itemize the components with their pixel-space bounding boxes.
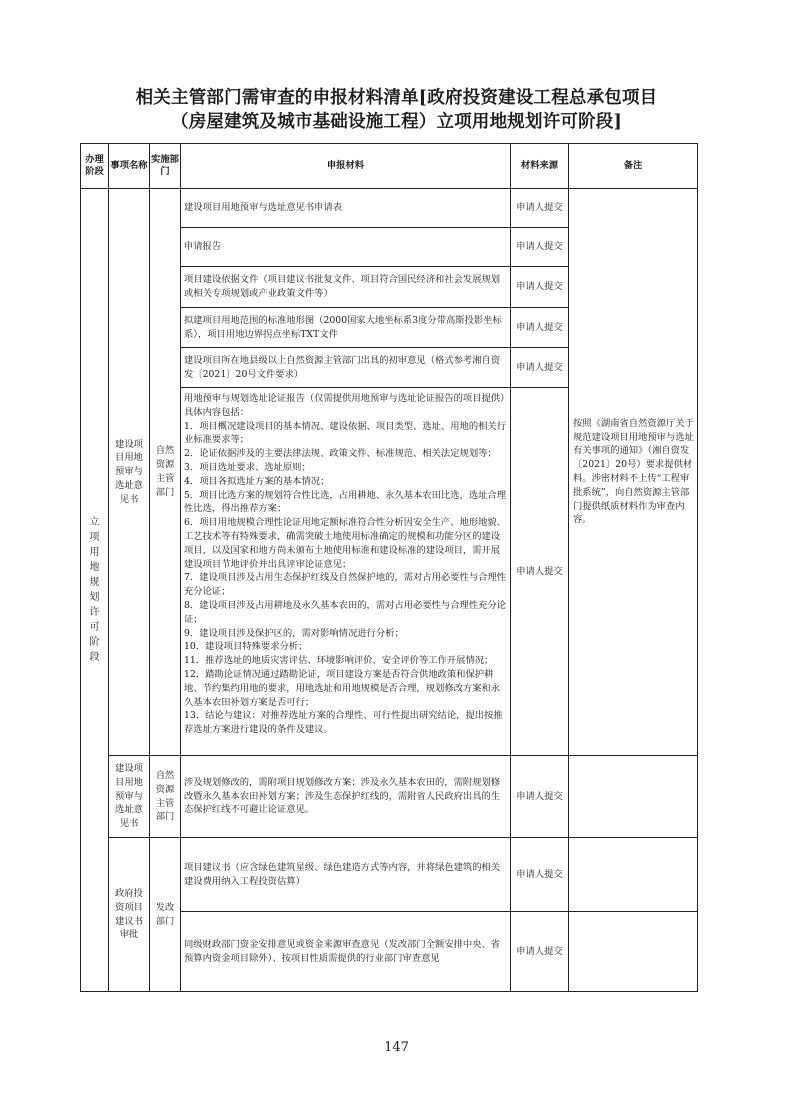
page-number: 147 <box>384 1040 409 1055</box>
material-line: 13．结论与建议：对推荐选址方案的合理性、可行性提出研究结论，提出按推荐选址方案进行建设的条件及建议。 <box>184 710 503 736</box>
material-line: 12．踏勘论证情况通过踏勘论证，项目建设方案是否符合供地政策和保护耕地、节约集约用地的要求，用地选址和用地规模是否合理，规划修改方案和永久基本农田补划方案是否可行； <box>184 668 501 708</box>
material-text: 申请报告 <box>184 241 222 253</box>
header-dept <box>150 144 181 189</box>
material-line: 2．论证依据涉及的主要法律法规、政策文件、标准规范、相关法定规划等； <box>184 448 497 460</box>
note-cell <box>569 189 698 756</box>
note-text: 按照《湖南省自然资源厅关于规范建设项目用地预审与选址有关事项的通知》（湘自资发〔2021〕20号）要求提供材料。涉密材料不上传“工程审批系统”，向自然资源主管部门提供纸质材料作为审查内容。 <box>573 417 694 526</box>
material-line: 用地预审与规划选址论证报告（仅需提供用地预审与选址论证报告的项目提供） <box>184 393 510 404</box>
source-text: 申请人提交 <box>516 361 563 373</box>
dept-label: 发改部门 <box>155 901 175 927</box>
materials-table <box>80 143 698 992</box>
item-cell <box>109 756 150 838</box>
source-text: 申请人提交 <box>516 790 563 802</box>
source-cell <box>511 912 569 992</box>
item-label: 建设项目用地预审与选址意见书 <box>115 763 143 830</box>
material-cell <box>181 912 511 992</box>
dept-label: 自然资源主管部门 <box>155 769 175 823</box>
material-line: 1．项目概况建设项目的基本情况、建设依据、项目类型、选址、用地的相关行业标准要求等； <box>184 420 507 446</box>
material-text: 建设项目所在地县级以上自然资源主管部门出具的初审意见（格式参考湘自资发〔2021〕20号文件要求） <box>184 354 501 380</box>
material-cell <box>181 267 511 308</box>
material-text: 项目建议书（应含绿色建筑星级、绿色建造方式等内容，并将绿色建筑的相关建设费用纳入工程投资估算） <box>184 861 501 887</box>
header-source <box>511 144 569 189</box>
header-stage-label: 办理阶段 <box>85 154 104 177</box>
table-row <box>81 838 698 912</box>
header-row <box>81 144 698 189</box>
page-title <box>0 86 793 134</box>
source-text: 申请人提交 <box>516 202 563 214</box>
source-text: 申请人提交 <box>516 868 563 880</box>
material-cell <box>181 756 511 838</box>
header-item-label: 事项名称 <box>110 160 148 171</box>
title-line-1: 相关主管部门需审查的申报材料清单[政府投资建设工程总承包项目 <box>135 88 658 108</box>
header-source-label: 材料来源 <box>520 160 559 171</box>
item-label: 建设项目用地预审与选址意见书 <box>115 438 143 505</box>
material-line: 具体内容包括： <box>184 406 250 418</box>
source-text: 申请人提交 <box>516 945 563 957</box>
title-line-2: （房屋建筑及城市基础设施工程）立项用地规划许可阶段] <box>171 112 622 132</box>
source-text: 申请人提交 <box>516 281 563 293</box>
material-cell <box>181 308 511 348</box>
item-cell <box>109 189 150 756</box>
header-material <box>181 144 511 189</box>
item-cell <box>109 838 150 992</box>
source-cell <box>511 308 569 348</box>
header-note <box>569 144 698 189</box>
dept-cell <box>150 756 181 838</box>
material-text: 项目建设依据文件（项目建议书批复文件、项目符合国民经济和社会发展规划或相关专项规划或产业政策文件等） <box>184 274 501 299</box>
source-cell <box>511 838 569 912</box>
material-line: 4．项目各拟选址方案的基本情况； <box>184 475 330 487</box>
header-dept-label: 实施部门 <box>151 154 179 177</box>
header-material-label: 申报材料 <box>326 160 365 171</box>
material-text: 建设项目用地预审与选址意见书申请表 <box>184 202 343 214</box>
header-note-label: 备注 <box>623 160 643 171</box>
note-cell <box>569 756 698 838</box>
stage-cell <box>81 189 109 992</box>
material-cell <box>181 348 511 388</box>
item-label: 政府投资项目建议书审批 <box>115 887 143 941</box>
dept-label: 自然资源主管部门 <box>155 445 175 498</box>
dept-cell <box>150 838 181 992</box>
material-line: 5．项目比选方案的规划符合性比选，占用耕地、永久基本农田比选，选址合理性比选，得出推荐方案； <box>184 489 507 515</box>
source-cell <box>511 756 569 838</box>
material-line: 7．建设项目涉及占用生态保护红线及自然保护地的，需对占用必要性与合理性充分论证； <box>184 572 507 598</box>
material-text: 涉及规划修改的，需附项目规划修改方案；涉及永久基本农田的，需附规划修改暨永久基本农田补划方案；涉及生态保护红线的，需附省人民政府出具的生态保护红线不可避让论证意见。 <box>184 776 501 816</box>
material-text: 同级财政部门资金安排意见或资金来源审查意见（发改部门全额安排中央、省预算内资金项目除外）、按项目性质需提供的行业部门审查意见 <box>184 938 501 964</box>
source-cell <box>511 267 569 308</box>
material-line: 9．建设项目涉及保护区的，需对影响情况进行分析； <box>184 627 404 639</box>
material-cell <box>181 388 511 756</box>
material-cell <box>181 189 511 228</box>
table-row <box>81 189 698 228</box>
source-cell <box>511 189 569 228</box>
material-line: 3．项目选址要求、选址原则； <box>184 461 311 473</box>
source-text: 申请人提交 <box>516 565 563 577</box>
dept-cell <box>150 189 181 756</box>
note-cell <box>569 912 698 992</box>
material-text: 拟建项目用地范围的标准地形图（2000国家大地坐标系3度分带高斯投影坐标系），项目用地边界拐点坐标TXT文件 <box>184 314 502 340</box>
header-stage <box>81 144 109 189</box>
header-item <box>109 144 150 189</box>
note-cell <box>569 838 698 912</box>
material-cell <box>181 228 511 267</box>
source-cell <box>511 348 569 388</box>
material-line: 6．项目用地规模合理性论证用地定额标准符合性分析因安全生产、地形地貌、工艺技术等有特殊要求，确需突破土地使用标准确定的规模和功能分区的建设项目，以及国家和地方尚未颁布土地使用标准和建设标准的建设项目，需开展建设项目节地评价并出具评审论证意见； <box>184 517 507 570</box>
stage-label: 立项用地规划许可阶段 <box>89 517 100 663</box>
material-line: 11．推荐选址的地质灾害评估、环境影响评价、安全评价等工作开展情况； <box>184 655 494 667</box>
material-cell <box>181 838 511 912</box>
source-text: 申请人提交 <box>516 241 563 253</box>
source-cell <box>511 228 569 267</box>
source-text: 申请人提交 <box>516 321 563 333</box>
table-row <box>81 756 698 838</box>
material-line: 10．建设项目特殊要求分析； <box>184 641 308 653</box>
material-line: 8．建设项目涉及占用耕地及永久基本农田的，需对占用必要性与合理性充分论证； <box>184 599 507 625</box>
source-cell <box>511 388 569 756</box>
